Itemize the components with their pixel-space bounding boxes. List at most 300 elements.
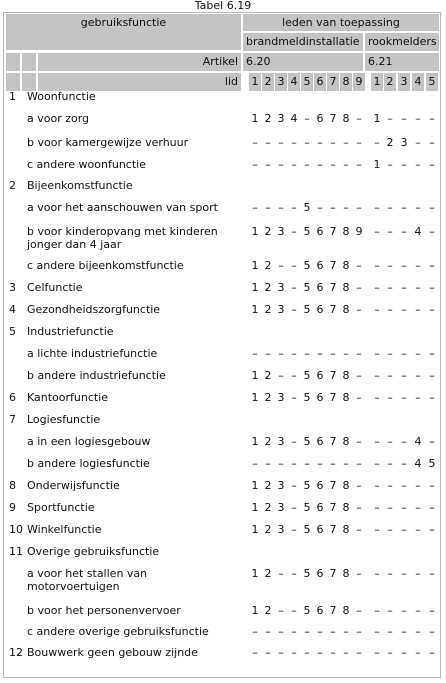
cell-value: – [415, 567, 421, 580]
cell-value: – [265, 201, 271, 214]
cell-value: – [291, 567, 297, 580]
row-number: 11 [9, 545, 23, 558]
cell-value: – [401, 158, 407, 171]
cell-value: 6 [316, 435, 324, 448]
row-number: 4 [9, 303, 16, 316]
cell-value: – [401, 435, 407, 448]
cell-value: – [343, 158, 349, 171]
cell-value: – [429, 435, 435, 448]
cell-value: 6 [316, 303, 324, 316]
cell-value: – [291, 604, 297, 617]
cell-value: 4 [414, 457, 422, 470]
header-lid-number: 3 [275, 73, 287, 91]
cell-value: – [252, 158, 258, 171]
cell-value: 8 [342, 259, 350, 272]
cell-value: – [415, 646, 421, 659]
header-lid-number: 1 [371, 73, 383, 91]
cell-value: – [317, 625, 323, 638]
cell-value: 1 [251, 303, 259, 316]
cell-value: – [429, 646, 435, 659]
cell-value: – [401, 646, 407, 659]
cell-value: – [374, 523, 380, 536]
row-number: 2 [9, 179, 16, 192]
cell-value: – [291, 435, 297, 448]
cell-value: – [415, 112, 421, 125]
cell-value: – [330, 646, 336, 659]
cell-value: – [330, 347, 336, 360]
cell-value: – [401, 479, 407, 492]
cell-value: – [278, 201, 284, 214]
cell-value: 1 [373, 112, 381, 125]
cell-value: – [387, 303, 393, 316]
cell-value: 3 [277, 479, 285, 492]
cell-value: – [356, 136, 362, 149]
cell-value: – [278, 567, 284, 580]
cell-value: 3 [277, 391, 285, 404]
cell-value: – [429, 112, 435, 125]
cell-value: 8 [342, 369, 350, 382]
cell-value: – [374, 259, 380, 272]
cell-value: – [252, 457, 258, 470]
cell-value: 7 [329, 281, 337, 294]
cell-value: – [356, 567, 362, 580]
cell-value: 1 [251, 501, 259, 514]
header-lid-number: 4 [412, 73, 424, 91]
cell-value: – [429, 201, 435, 214]
cell-value: 7 [329, 303, 337, 316]
cell-value: – [387, 281, 393, 294]
row-label: a voor zorg [27, 112, 90, 125]
cell-value: – [252, 347, 258, 360]
row-number: 3 [9, 281, 16, 294]
table-frame [3, 12, 441, 678]
cell-value: – [356, 112, 362, 125]
header-lid-number: 1 [249, 73, 261, 91]
cell-value: – [278, 369, 284, 382]
cell-value: – [330, 136, 336, 149]
cell-value: – [429, 567, 435, 580]
cell-value: – [343, 646, 349, 659]
cell-value: – [401, 523, 407, 536]
row-label: a voor het aanschouwen van sport [27, 201, 218, 214]
cell-value: – [265, 347, 271, 360]
cell-value: – [429, 604, 435, 617]
cell-value: 2 [264, 259, 272, 272]
cell-value: – [387, 523, 393, 536]
cell-value: – [356, 604, 362, 617]
cell-value: 7 [329, 501, 337, 514]
cell-value: – [429, 501, 435, 514]
row-label: a in een logiesgebouw [27, 435, 151, 448]
cell-value: – [415, 136, 421, 149]
row-number: 12 [9, 646, 23, 659]
cell-value: 8 [342, 225, 350, 238]
cell-value: – [356, 259, 362, 272]
cell-value: – [291, 201, 297, 214]
header-lid-number: 7 [327, 73, 339, 91]
cell-value: – [356, 457, 362, 470]
cell-value: – [401, 281, 407, 294]
cell-value: – [291, 369, 297, 382]
cell-value: 5 [303, 523, 311, 536]
header-brandmeldinstallatie: brandmeldinstallatie [243, 33, 363, 51]
cell-value: – [387, 604, 393, 617]
cell-value: – [356, 347, 362, 360]
cell-value: – [291, 259, 297, 272]
cell-value: – [415, 369, 421, 382]
row-number: 5 [9, 325, 16, 338]
cell-value: – [387, 259, 393, 272]
cell-value: – [374, 625, 380, 638]
cell-value: – [401, 391, 407, 404]
cell-value: – [374, 501, 380, 514]
header-artikel-label: Artikel [38, 53, 241, 71]
cell-value: – [401, 501, 407, 514]
header-artikel-rm: 6.21 [365, 53, 439, 71]
cell-value: – [429, 225, 435, 238]
cell-value: 3 [277, 281, 285, 294]
cell-value: – [387, 112, 393, 125]
cell-value: 4 [414, 225, 422, 238]
header-artikel-stub2 [22, 53, 36, 71]
cell-value: 7 [329, 225, 337, 238]
header-lid-number: 5 [301, 73, 313, 91]
cell-value: 8 [342, 501, 350, 514]
cell-value: – [401, 347, 407, 360]
header-artikel-stub [6, 53, 20, 71]
cell-value: – [374, 567, 380, 580]
header-lid-number: 3 [398, 73, 410, 91]
cell-value: 1 [251, 567, 259, 580]
row-label-continued: motorvoertuigen [27, 580, 120, 593]
cell-value: 2 [264, 567, 272, 580]
row-label: Celfunctie [27, 281, 83, 294]
row-label: Winkelfunctie [27, 523, 102, 536]
cell-value: – [429, 136, 435, 149]
cell-value: – [401, 303, 407, 316]
cell-value: – [317, 158, 323, 171]
cell-value: 5 [428, 457, 436, 470]
cell-value: – [374, 391, 380, 404]
cell-value: – [356, 646, 362, 659]
row-label: a lichte industriefunctie [27, 347, 158, 360]
cell-value: 1 [251, 259, 259, 272]
cell-value: – [330, 457, 336, 470]
cell-value: – [374, 225, 380, 238]
cell-value: – [387, 457, 393, 470]
cell-value: – [278, 625, 284, 638]
cell-value: – [387, 201, 393, 214]
cell-value: – [374, 604, 380, 617]
cell-value: 1 [251, 479, 259, 492]
cell-value: – [374, 281, 380, 294]
cell-value: 2 [264, 369, 272, 382]
cell-value: – [304, 457, 310, 470]
row-label: c andere bijeenkomstfunctie [27, 259, 184, 272]
cell-value: 1 [373, 158, 381, 171]
row-label: b voor kamergewijze verhuur [27, 136, 189, 149]
cell-value: – [415, 625, 421, 638]
cell-value: – [387, 225, 393, 238]
cell-value: – [278, 158, 284, 171]
row-label: b voor het personenvervoer [27, 604, 181, 617]
cell-value: 2 [264, 225, 272, 238]
row-number: 7 [9, 413, 16, 426]
cell-value: – [278, 347, 284, 360]
cell-value: 2 [264, 435, 272, 448]
cell-value: – [304, 646, 310, 659]
cell-value: – [317, 347, 323, 360]
cell-value: – [387, 435, 393, 448]
row-label: a voor het stallen van [27, 567, 148, 580]
cell-value: – [374, 347, 380, 360]
row-label: b andere logiesfunctie [27, 457, 150, 470]
cell-value: – [429, 303, 435, 316]
cell-value: – [387, 646, 393, 659]
cell-value: – [387, 567, 393, 580]
cell-value: – [343, 347, 349, 360]
header-lid-number: 2 [262, 73, 274, 91]
cell-value: 7 [329, 479, 337, 492]
cell-value: – [291, 479, 297, 492]
cell-value: 2 [264, 604, 272, 617]
cell-value: – [374, 457, 380, 470]
cell-value: – [429, 281, 435, 294]
cell-value: – [415, 303, 421, 316]
cell-value: – [265, 625, 271, 638]
cell-value: – [291, 303, 297, 316]
row-label-continued: jonger dan 4 jaar [27, 238, 122, 251]
cell-value: – [291, 523, 297, 536]
cell-value: 3 [400, 136, 408, 149]
cell-value: 6 [316, 567, 324, 580]
cell-value: – [265, 158, 271, 171]
cell-value: 7 [329, 523, 337, 536]
cell-value: 4 [290, 112, 298, 125]
cell-value: – [278, 136, 284, 149]
cell-value: 3 [277, 225, 285, 238]
cell-value: 2 [386, 136, 394, 149]
row-number: 10 [9, 523, 23, 536]
header-leden-van-toepassing: leden van toepassing [243, 14, 439, 31]
row-label: c andere overige gebruiksfunctie [27, 625, 209, 638]
cell-value: – [401, 259, 407, 272]
cell-value: – [401, 225, 407, 238]
cell-value: 2 [264, 281, 272, 294]
cell-value: – [291, 347, 297, 360]
cell-value: – [291, 391, 297, 404]
cell-value: – [265, 136, 271, 149]
cell-value: 5 [303, 281, 311, 294]
cell-value: – [401, 201, 407, 214]
cell-value: – [317, 136, 323, 149]
cell-value: – [429, 479, 435, 492]
cell-value: 1 [251, 523, 259, 536]
cell-value: – [429, 625, 435, 638]
cell-value: 1 [251, 281, 259, 294]
cell-value: 5 [303, 225, 311, 238]
cell-value: – [401, 457, 407, 470]
header-lid-stub [6, 73, 20, 91]
cell-value: – [401, 112, 407, 125]
cell-value: 7 [329, 435, 337, 448]
cell-value: – [291, 646, 297, 659]
cell-value: – [330, 158, 336, 171]
row-label: Bouwwerk geen gebouw zijnde [27, 646, 198, 659]
cell-value: 5 [303, 567, 311, 580]
cell-value: – [356, 479, 362, 492]
cell-value: – [415, 479, 421, 492]
row-label: Logiesfunctie [27, 413, 101, 426]
cell-value: 7 [329, 391, 337, 404]
cell-value: – [401, 369, 407, 382]
cell-value: – [278, 604, 284, 617]
cell-value: 3 [277, 112, 285, 125]
row-label: Sportfunctie [27, 501, 95, 514]
cell-value: 8 [342, 567, 350, 580]
row-label: Bijeenkomstfunctie [27, 179, 133, 192]
header-lid-label: lid [38, 73, 241, 91]
cell-value: – [356, 391, 362, 404]
cell-value: 5 [303, 604, 311, 617]
header-lid-number: 8 [340, 73, 352, 91]
cell-value: – [304, 158, 310, 171]
cell-value: – [343, 625, 349, 638]
cell-value: 6 [316, 369, 324, 382]
cell-value: – [317, 457, 323, 470]
cell-value: – [429, 391, 435, 404]
cell-value: 5 [303, 259, 311, 272]
cell-value: – [343, 201, 349, 214]
cell-value: 2 [264, 303, 272, 316]
cell-value: – [387, 369, 393, 382]
cell-value: – [304, 347, 310, 360]
cell-value: – [343, 136, 349, 149]
cell-value: 6 [316, 501, 324, 514]
cell-value: 7 [329, 604, 337, 617]
cell-value: – [278, 646, 284, 659]
cell-value: – [252, 646, 258, 659]
cell-value: 8 [342, 112, 350, 125]
header-lid-number: 9 [353, 73, 365, 91]
cell-value: 8 [342, 435, 350, 448]
row-label: Kantoorfunctie [27, 391, 109, 404]
cell-value: – [304, 625, 310, 638]
cell-value: – [374, 201, 380, 214]
cell-value: 2 [264, 479, 272, 492]
cell-value: – [330, 201, 336, 214]
cell-value: 6 [316, 479, 324, 492]
cell-value: 4 [414, 435, 422, 448]
cell-value: – [387, 158, 393, 171]
cell-value: – [415, 259, 421, 272]
cell-value: – [415, 201, 421, 214]
row-label: Onderwijsfunctie [27, 479, 120, 492]
table-caption: Tabel 6.19 [194, 0, 252, 12]
cell-value: 3 [277, 303, 285, 316]
cell-value: – [356, 281, 362, 294]
cell-value: – [291, 225, 297, 238]
cell-value: 2 [264, 501, 272, 514]
cell-value: 6 [316, 604, 324, 617]
cell-value: 6 [316, 259, 324, 272]
row-label: Industriefunctie [27, 325, 114, 338]
header-lid-stub2 [22, 73, 36, 91]
cell-value: – [304, 112, 310, 125]
cell-value: – [356, 158, 362, 171]
cell-value: – [401, 625, 407, 638]
cell-value: 1 [251, 369, 259, 382]
cell-value: – [429, 523, 435, 536]
cell-value: 1 [251, 225, 259, 238]
cell-value: – [415, 501, 421, 514]
cell-value: 5 [303, 501, 311, 514]
cell-value: – [304, 136, 310, 149]
cell-value: 5 [303, 391, 311, 404]
cell-value: 5 [303, 435, 311, 448]
cell-value: 1 [251, 435, 259, 448]
cell-value: 6 [316, 391, 324, 404]
cell-value: 8 [342, 523, 350, 536]
cell-value: 5 [303, 303, 311, 316]
cell-value: – [278, 259, 284, 272]
cell-value: – [356, 523, 362, 536]
cell-value: – [415, 523, 421, 536]
row-label: Overige gebruiksfunctie [27, 545, 160, 558]
cell-value: – [415, 604, 421, 617]
cell-value: – [387, 479, 393, 492]
cell-value: 2 [264, 112, 272, 125]
row-number: 8 [9, 479, 16, 492]
cell-value: – [291, 158, 297, 171]
row-label: Gezondheidszorgfunctie [27, 303, 161, 316]
cell-value: – [291, 281, 297, 294]
cell-value: 1 [251, 604, 259, 617]
cell-value: – [265, 646, 271, 659]
cell-value: 3 [277, 523, 285, 536]
cell-value: – [252, 201, 258, 214]
cell-value: – [356, 201, 362, 214]
cell-value: – [374, 435, 380, 448]
cell-value: 6 [316, 281, 324, 294]
cell-value: 8 [342, 479, 350, 492]
cell-value: 5 [303, 479, 311, 492]
cell-value: 5 [303, 201, 311, 214]
cell-value: – [374, 646, 380, 659]
cell-value: – [356, 501, 362, 514]
cell-value: 2 [264, 523, 272, 536]
cell-value: – [415, 347, 421, 360]
cell-value: – [429, 259, 435, 272]
cell-value: 9 [355, 225, 363, 238]
cell-value: 3 [277, 435, 285, 448]
cell-value: – [356, 435, 362, 448]
cell-value: – [330, 625, 336, 638]
cell-value: 6 [316, 523, 324, 536]
row-number: 6 [9, 391, 16, 404]
cell-value: 5 [303, 369, 311, 382]
cell-value: 8 [342, 391, 350, 404]
cell-value: – [356, 625, 362, 638]
cell-value: – [374, 479, 380, 492]
cell-value: 3 [277, 501, 285, 514]
cell-value: – [291, 501, 297, 514]
cell-value: 7 [329, 567, 337, 580]
cell-value: – [387, 501, 393, 514]
cell-value: – [356, 303, 362, 316]
cell-value: – [317, 646, 323, 659]
header-lid-number: 6 [314, 73, 326, 91]
